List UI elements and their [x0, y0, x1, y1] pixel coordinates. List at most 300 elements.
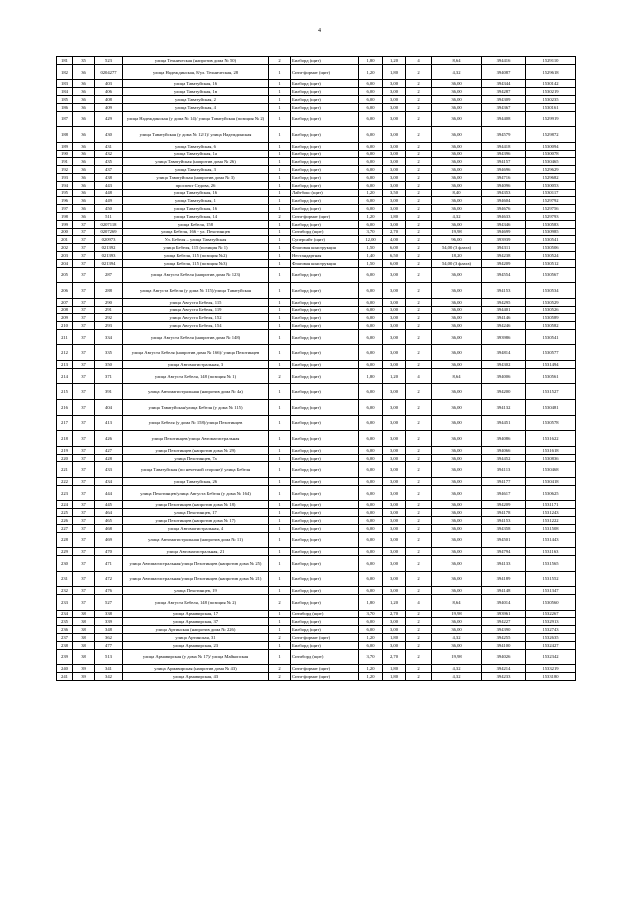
table-row — [57, 283, 576, 299]
cell-h: 3,00 — [383, 431, 406, 447]
cell-num: 471 — [95, 556, 123, 572]
cell-code_a: 394189 — [482, 571, 526, 587]
cell-code_b: 1530481 — [526, 400, 576, 416]
cell-address: улица Пехотинцев (напротив дома № 18) — [123, 501, 269, 509]
cell-h: 6,00 — [383, 244, 406, 252]
table-row — [57, 173, 576, 181]
cell-num: 428 — [95, 454, 123, 462]
cell-area: 8,64 — [432, 368, 482, 384]
cell-code_a: 394233 — [482, 672, 526, 680]
cell-h: 1,80 — [383, 212, 406, 220]
cell-h: 3,00 — [383, 532, 406, 548]
cell-n: 201 — [57, 236, 73, 244]
cell-type: Билборд (щит) — [291, 594, 359, 610]
cell-n: 194 — [57, 181, 73, 189]
cell-w: 1,20 — [359, 633, 383, 641]
cell-num: 443 — [95, 181, 123, 189]
cell-sides: 2 — [269, 594, 291, 610]
cell-h: 3,00 — [383, 415, 406, 431]
table-row — [57, 267, 576, 283]
cell-address: улица Августа Бебеля (напротив дома № 148) — [123, 329, 269, 345]
cell-sides: 1 — [269, 532, 291, 548]
cell-type: Ситиборд (щит) — [291, 610, 359, 618]
cell-code_b: 1531171 — [526, 501, 576, 509]
cell-area: 4,32 — [432, 212, 482, 220]
cell-h: 3,00 — [383, 454, 406, 462]
cell-num: 293 — [95, 322, 123, 330]
cell-type: Билборд (щит) — [291, 548, 359, 556]
cell-num: 437 — [95, 166, 123, 174]
cell-area: 36,00 — [432, 431, 482, 447]
cell-num: 427 — [95, 446, 123, 454]
cell-sides: 1 — [269, 111, 291, 127]
cell-code_a: 394238 — [482, 251, 526, 259]
cell-area: 36,00 — [432, 618, 482, 626]
cell-n: 202 — [57, 244, 73, 252]
cell-faces: 2 — [406, 610, 432, 618]
cell-faces: 2 — [406, 197, 432, 205]
cell-type: Билборд (щит) — [291, 158, 359, 166]
cell-code_a: 394153 — [482, 283, 526, 299]
cell-w: 12,00 — [359, 236, 383, 244]
cell-w: 6,00 — [359, 150, 383, 158]
cell-code_a: 394227 — [482, 618, 526, 626]
cell-num: 334 — [95, 329, 123, 345]
cell-code_a: 394214 — [482, 665, 526, 673]
cell-area: 36,00 — [432, 173, 482, 181]
cell-type: Билборд (щит) — [291, 127, 359, 143]
cell-code_a: 394309 — [482, 95, 526, 103]
cell-address: улица Таватуйская (напротив дома № 3) — [123, 173, 269, 181]
cell-sides: 1 — [269, 95, 291, 103]
cell-n: 203 — [57, 251, 73, 259]
cell-num: 342 — [95, 672, 123, 680]
table-row — [57, 415, 576, 431]
table-row — [57, 485, 576, 501]
cell-code_b: 1531565 — [526, 556, 576, 572]
cell-code_a: 394617 — [482, 485, 526, 501]
cell-h: 3,00 — [383, 641, 406, 649]
cell-area: 36,00 — [432, 462, 482, 478]
cell-h: 3,00 — [383, 517, 406, 525]
cell-code_b: 1529919 — [526, 111, 576, 127]
cell-h: 1,20 — [383, 57, 406, 65]
cell-type: Билборд (щит) — [291, 384, 359, 400]
cell-num: 391 — [95, 384, 123, 400]
cell-address: улица Бебеля, 115 (позиция №2) — [123, 251, 269, 259]
cell-code_b: 1530589 — [526, 314, 576, 322]
cell-num: 513 — [95, 649, 123, 665]
cell-w: 3,70 — [359, 228, 383, 236]
cell-lot: 37 — [73, 509, 95, 517]
cell-n: 185 — [57, 95, 73, 103]
cell-address: улица Августа Бебеля (у дома № 115)/улица Таватуйская — [123, 283, 269, 299]
cell-n: 228 — [57, 532, 73, 548]
cell-code_a: 394200 — [482, 384, 526, 400]
cell-area: 36,00 — [432, 626, 482, 634]
cell-h: 3,00 — [383, 166, 406, 174]
cell-n: 226 — [57, 517, 73, 525]
cell-faces: 2 — [406, 532, 432, 548]
cell-n: 230 — [57, 556, 73, 572]
cell-code_b: 1530541 — [526, 236, 576, 244]
cell-h: 1,80 — [383, 665, 406, 673]
cell-address: улица Пехотинцев, 19 — [123, 587, 269, 595]
cell-area: 36,00 — [432, 166, 482, 174]
table-row — [57, 610, 576, 618]
cell-faces: 2 — [406, 633, 432, 641]
cell-num: 432 — [95, 150, 123, 158]
cell-area: 54,00 (3 флага) — [432, 244, 482, 252]
cell-faces: 2 — [406, 454, 432, 462]
cell-h: 3,00 — [383, 205, 406, 213]
cell-code_a: 394096 — [482, 181, 526, 189]
table-row — [57, 556, 576, 572]
cell-num: 348 — [95, 626, 123, 634]
table-row — [57, 88, 576, 96]
cell-area: 36,00 — [432, 80, 482, 88]
table-row — [57, 633, 576, 641]
cell-sides: 1 — [269, 361, 291, 369]
cell-code_a: 394814 — [482, 345, 526, 361]
cell-lot: 37 — [73, 462, 95, 478]
cell-address: улица Таватуйская, 16 — [123, 189, 269, 197]
cell-sides: 1 — [269, 485, 291, 501]
cell-lot: 37 — [73, 517, 95, 525]
cell-faces: 2 — [406, 587, 432, 595]
cell-sides: 1 — [269, 329, 291, 345]
cell-w: 1,20 — [359, 189, 383, 197]
cell-lot: 36 — [73, 197, 95, 205]
cell-code_b: 1530625 — [526, 485, 576, 501]
cell-address: улица Августа Бебеля, 115 — [123, 298, 269, 306]
table-row — [57, 571, 576, 587]
cell-lot: 37 — [73, 236, 95, 244]
cell-code_a: 394113 — [482, 462, 526, 478]
cell-faces: 2 — [406, 665, 432, 673]
table-row — [57, 649, 576, 665]
cell-type: Билборд (щит) — [291, 641, 359, 649]
cell-code_b: 1532635 — [526, 633, 576, 641]
cell-lot: 36 — [73, 80, 95, 88]
cell-code_b: 1532427 — [526, 641, 576, 649]
cell-code_a: 394699 — [482, 228, 526, 236]
cell-address: улица Автомагистральная, 3 — [123, 361, 269, 369]
cell-faces: 2 — [406, 517, 432, 525]
cell-sides: 1 — [269, 283, 291, 299]
cell-type: Билборд (щит) — [291, 220, 359, 228]
cell-h: 2,70 — [383, 610, 406, 618]
cell-lot: 37 — [73, 384, 95, 400]
cell-sides: 1 — [269, 267, 291, 283]
cell-faces: 2 — [406, 626, 432, 634]
table-row — [57, 672, 576, 680]
cell-area: 8,64 — [432, 57, 482, 65]
cell-code_a: 394346 — [482, 220, 526, 228]
cell-w: 1,80 — [359, 57, 383, 65]
cell-num: 292 — [95, 314, 123, 322]
cell-area: 36,00 — [432, 641, 482, 649]
table-row — [57, 478, 576, 486]
cell-w: 6,00 — [359, 587, 383, 595]
cell-n: 236 — [57, 626, 73, 634]
cell-w: 6,00 — [359, 80, 383, 88]
cell-faces: 2 — [406, 103, 432, 111]
cell-h: 3,00 — [383, 361, 406, 369]
cell-num: 523 — [95, 57, 123, 65]
cell-code_b: 1531443 — [526, 532, 576, 548]
cell-code_b: 1529110 — [526, 57, 576, 65]
cell-type: Билборд (щит) — [291, 197, 359, 205]
cell-code_a: 394408 — [482, 111, 526, 127]
cell-h: 3,00 — [383, 142, 406, 150]
cell-w: 6,00 — [359, 641, 383, 649]
cell-lot: 37 — [73, 571, 95, 587]
cell-faces: 2 — [406, 267, 432, 283]
cell-lot: 37 — [73, 314, 95, 322]
cell-w: 6,00 — [359, 532, 383, 548]
cell-type: Билборд (щит) — [291, 571, 359, 587]
cell-faces: 4 — [406, 57, 432, 65]
cell-n: 221 — [57, 462, 73, 478]
cell-h: 3,00 — [383, 111, 406, 127]
cell-type: Билборд (щит) — [291, 57, 359, 65]
cell-area: 36,00 — [432, 345, 482, 361]
cell-type: Ситиборд (щит) — [291, 649, 359, 665]
cell-area: 36,00 — [432, 556, 482, 572]
cell-code_b: 1529872 — [526, 127, 576, 143]
cell-sides: 1 — [269, 80, 291, 88]
table-row — [57, 368, 576, 384]
cell-faces: 2 — [406, 150, 432, 158]
cell-type: Билборд (щит) — [291, 306, 359, 314]
cell-h: 3,00 — [383, 462, 406, 478]
cell-num: 339 — [95, 618, 123, 626]
cell-address: улица Бебеля, 158 — [123, 220, 269, 228]
cell-h: 1,80 — [383, 672, 406, 680]
cell-n: 218 — [57, 431, 73, 447]
cell-address: улица Надеждинская (у дома № 14)/ улица Таватуйская (позиция № 2) — [123, 111, 269, 127]
cell-w: 6,00 — [359, 524, 383, 532]
cell-n: 207 — [57, 298, 73, 306]
cell-code_b: 1530465 — [526, 158, 576, 166]
table-row — [57, 384, 576, 400]
cell-n: 189 — [57, 142, 73, 150]
cell-faces: 2 — [406, 329, 432, 345]
cell-code_a: 394287 — [482, 88, 526, 96]
cell-code_b: 1530053 — [526, 181, 576, 189]
cell-w: 1,50 — [359, 244, 383, 252]
cell-code_a: 394014 — [482, 594, 526, 610]
cell-faces: 2 — [406, 173, 432, 181]
cell-address: улица Августа Бебеля, 152 — [123, 314, 269, 322]
cell-area: 8,40 — [432, 189, 482, 197]
cell-code_b: 1530161 — [526, 103, 576, 111]
cell-num: 431 — [95, 142, 123, 150]
table-row — [57, 641, 576, 649]
cell-num: 341 — [95, 665, 123, 673]
cell-area: 36,00 — [432, 517, 482, 525]
cell-num: 450 — [95, 205, 123, 213]
cell-address: улица Таватуйская, 1в — [123, 88, 269, 96]
cell-num: 511 — [95, 212, 123, 220]
cell-area: 36,00 — [432, 571, 482, 587]
cell-lot: 38 — [73, 618, 95, 626]
cell-type: Билборд (щит) — [291, 485, 359, 501]
cell-w: 6,00 — [359, 322, 383, 330]
cell-area: 54,00 (3 флага) — [432, 259, 482, 267]
cell-area: 36,00 — [432, 306, 482, 314]
cell-code_a: 394633 — [482, 212, 526, 220]
cell-area: 36,00 — [432, 400, 482, 416]
cell-area: 96,00 — [432, 236, 482, 244]
cell-code_b: 1531347 — [526, 587, 576, 595]
cell-num: 021394 — [95, 259, 123, 267]
cell-sides: 1 — [269, 103, 291, 111]
cell-n: 231 — [57, 571, 73, 587]
cell-w: 6,00 — [359, 446, 383, 454]
cell-n: 209 — [57, 314, 73, 322]
cell-type: Билборд (щит) — [291, 205, 359, 213]
cell-code_b: 1530578 — [526, 415, 576, 431]
cell-type: Билборд (щит) — [291, 142, 359, 150]
cell-lot: 37 — [73, 306, 95, 314]
cell-w: 6,00 — [359, 556, 383, 572]
cell-code_b: 1530526 — [526, 306, 576, 314]
cell-n: 188 — [57, 127, 73, 143]
cell-lot: 37 — [73, 329, 95, 345]
cell-code_b: 1531552 — [526, 571, 576, 587]
cell-address: улица Августа Бебеля (напротив дома № 123) — [123, 267, 269, 283]
cell-h: 3,00 — [383, 80, 406, 88]
table-row — [57, 329, 576, 345]
cell-type: Билборд (щит) — [291, 361, 359, 369]
cell-faces: 2 — [406, 478, 432, 486]
cell-h: 3,00 — [383, 150, 406, 158]
cell-lot: 36 — [73, 181, 95, 189]
cell-code_b: 1532267 — [526, 610, 576, 618]
cell-num: 288 — [95, 283, 123, 299]
cell-type: Билборд (щит) — [291, 322, 359, 330]
cell-area: 36,00 — [432, 548, 482, 556]
cell-sides: 2 — [269, 672, 291, 680]
cell-code_b: 1529756 — [526, 205, 576, 213]
table-row — [57, 517, 576, 525]
cell-code_a: 394153 — [482, 517, 526, 525]
cell-lot: 39 — [73, 665, 95, 673]
cell-num: 371 — [95, 368, 123, 384]
cell-area: 36,00 — [432, 267, 482, 283]
cell-address: улица Таватуйская, 14 — [123, 212, 269, 220]
cell-num: 470 — [95, 548, 123, 556]
cell-n: 225 — [57, 509, 73, 517]
cell-code_a: 394390 — [482, 626, 526, 634]
cell-sides: 2 — [269, 633, 291, 641]
cell-address: улица Техническая (напротив дома № 50) — [123, 57, 269, 65]
cell-area: 36,00 — [432, 197, 482, 205]
cell-faces: 2 — [406, 236, 432, 244]
cell-n: 224 — [57, 501, 73, 509]
cell-w: 6,00 — [359, 142, 383, 150]
cell-code_b: 1530836 — [526, 454, 576, 462]
cell-n: 220 — [57, 454, 73, 462]
cell-area: 36,00 — [432, 485, 482, 501]
cell-area: 8,64 — [432, 594, 482, 610]
table-row — [57, 306, 576, 314]
cell-n: 197 — [57, 205, 73, 213]
cell-num: 438 — [95, 173, 123, 181]
cell-h: 2,70 — [383, 228, 406, 236]
cell-address: улица Автомагистральная (напротив дома № 11) — [123, 532, 269, 548]
cell-n: 182 — [57, 64, 73, 80]
cell-area: 36,00 — [432, 454, 482, 462]
cell-type: Билборд (щит) — [291, 283, 359, 299]
cell-address: улица Автомагистральная, 21 — [123, 548, 269, 556]
cell-w: 6,00 — [359, 361, 383, 369]
cell-num: 362 — [95, 633, 123, 641]
cell-num: 433 — [95, 462, 123, 478]
cell-n: 210 — [57, 322, 73, 330]
table-row — [57, 594, 576, 610]
cell-code_b: 1530117 — [526, 189, 576, 197]
cell-h: 3,00 — [383, 509, 406, 517]
cell-faces: 2 — [406, 431, 432, 447]
cell-type: Билборд (щит) — [291, 509, 359, 517]
cell-code_a: 394255 — [482, 633, 526, 641]
cell-code_a: 394418 — [482, 142, 526, 150]
cell-lot: 37 — [73, 228, 95, 236]
cell-n: 187 — [57, 111, 73, 127]
cell-address: улица Пехотинцев, 7а — [123, 454, 269, 462]
cell-w: 6,00 — [359, 400, 383, 416]
cell-code_a: 394295 — [482, 298, 526, 306]
cell-lot: 37 — [73, 368, 95, 384]
cell-type: Флаговая конструкция — [291, 259, 359, 267]
cell-faces: 4 — [406, 368, 432, 384]
cell-address: улица Августа Бебеля, 154 — [123, 322, 269, 330]
cell-code_a: 394358 — [482, 524, 526, 532]
cell-w: 6,00 — [359, 88, 383, 96]
cell-sides: 1 — [269, 524, 291, 532]
cell-faces: 2 — [406, 485, 432, 501]
cell-faces: 2 — [406, 111, 432, 127]
cell-sides: 1 — [269, 197, 291, 205]
cell-sides: 1 — [269, 205, 291, 213]
cell-faces: 2 — [406, 571, 432, 587]
cell-w: 6,00 — [359, 181, 383, 189]
cell-code_a: 394794 — [482, 548, 526, 556]
cell-w: 6,00 — [359, 454, 383, 462]
table-row — [57, 80, 576, 88]
cell-w: 1,20 — [359, 64, 383, 80]
table-row — [57, 431, 576, 447]
cell-type: Ситиборд (щит) — [291, 228, 359, 236]
table-row — [57, 618, 576, 626]
cell-n: 199 — [57, 220, 73, 228]
cell-address: улица Таватуйская/улица Бебеля (у дома № 115) — [123, 400, 269, 416]
cell-num: 291 — [95, 306, 123, 314]
cell-sides: 1 — [269, 454, 291, 462]
cell-lot: 37 — [73, 446, 95, 454]
cell-lot: 38 — [73, 610, 95, 618]
cell-area: 36,00 — [432, 509, 482, 517]
cell-address: улица Августа Бебеля, 148 (позиция № 2) — [123, 594, 269, 610]
cell-type: Флаговая конструкция — [291, 244, 359, 252]
cell-lot: 37 — [73, 431, 95, 447]
cell-sides: 1 — [269, 173, 291, 181]
cell-faces: 2 — [406, 384, 432, 400]
cell-w: 6,00 — [359, 485, 383, 501]
